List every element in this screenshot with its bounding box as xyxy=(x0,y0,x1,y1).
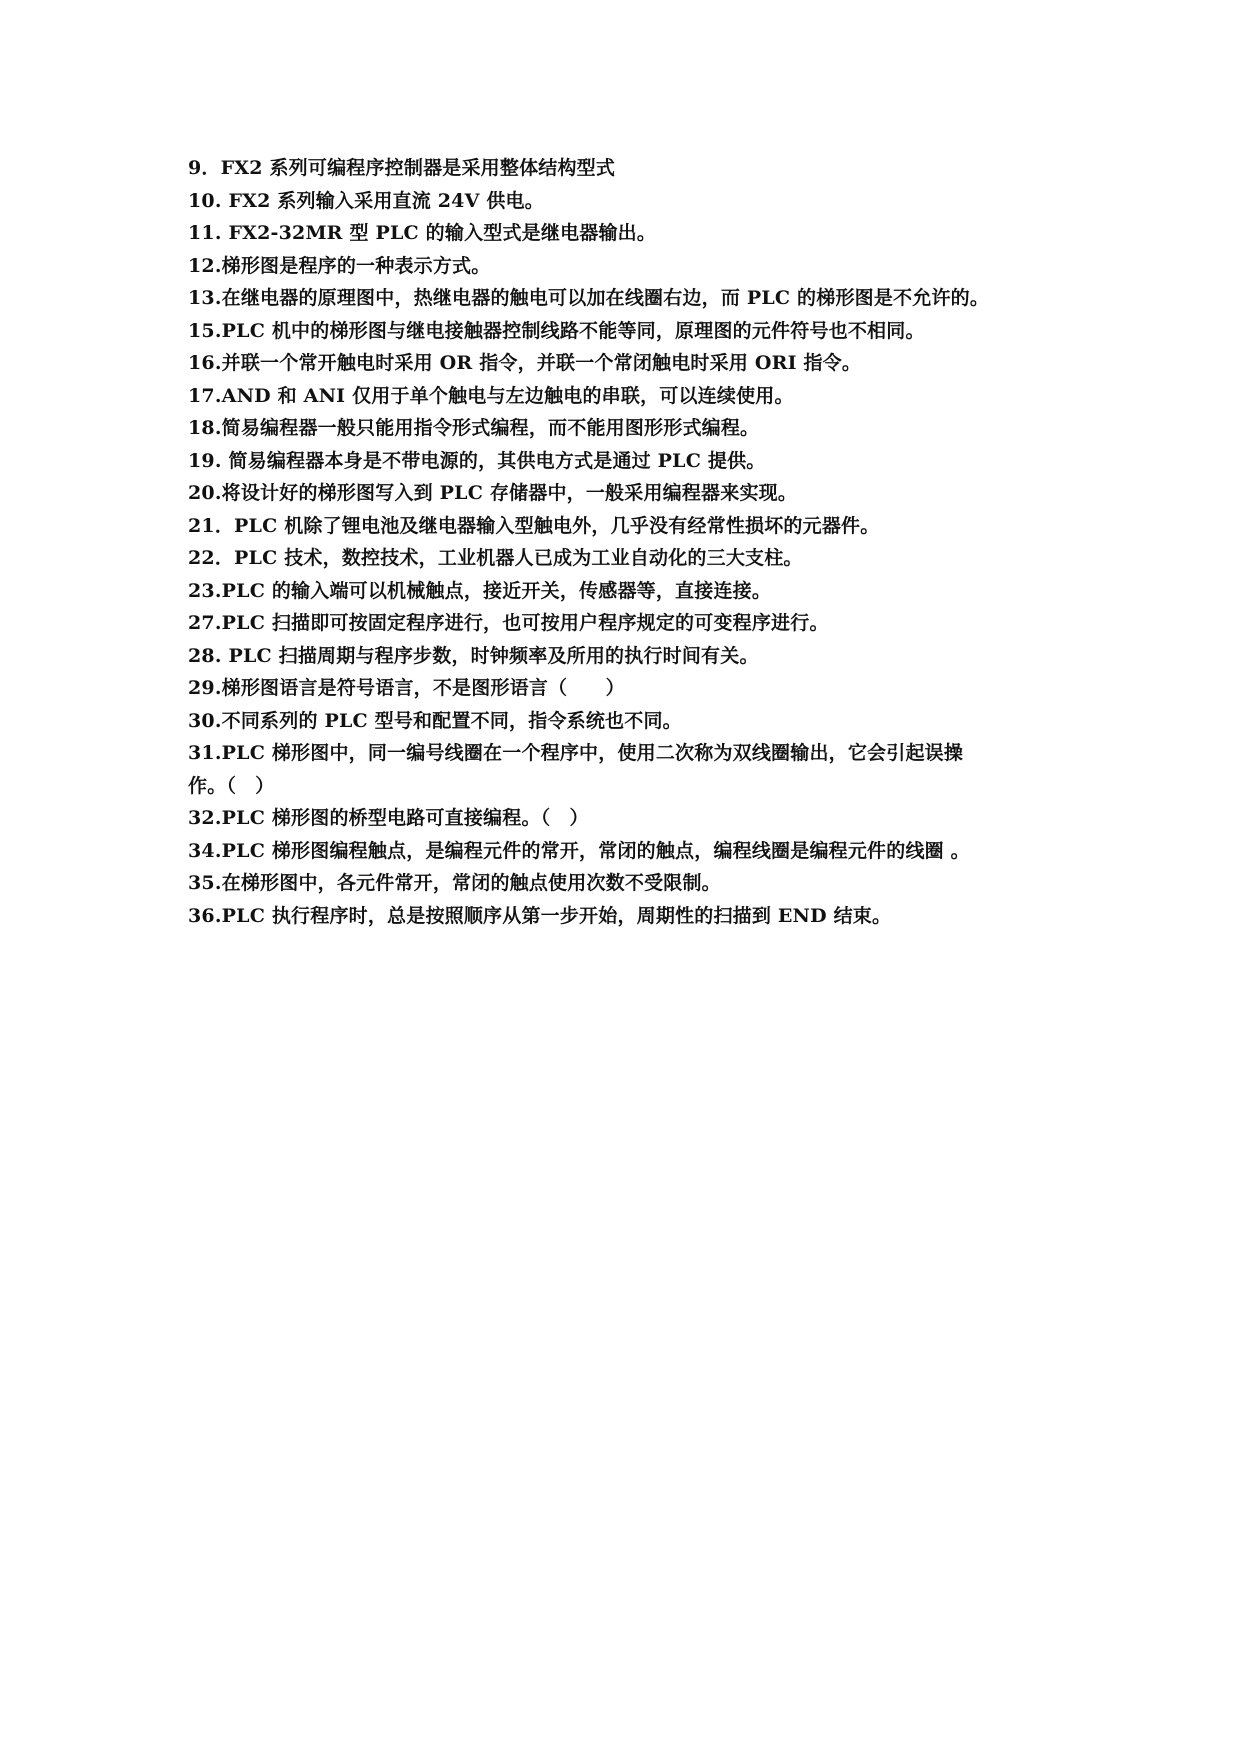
text-line: 17.AND 和 ANI 仅用于单个触电与左边触电的串联，可以连续使用。 xyxy=(188,384,794,407)
text-line: 9．FX2 系列可编程序控制器是采用整体结构型式 xyxy=(188,157,616,179)
text-line: 作。（ ） xyxy=(188,774,275,797)
text-line: 34.PLC 梯形图编程触点，是编程元件的常开，常闭的触点，编程线圈是编程元件的线圈 。 xyxy=(188,839,970,862)
text-line: 11. FX2-32MR 型 PLC 的输入型式是继电器输出。 xyxy=(188,222,657,244)
document-body xyxy=(188,152,1068,932)
text-line: 30.不同系列的 PLC 型号和配置不同，指令系统也不同。 xyxy=(188,709,682,732)
text-line: 36.PLC 执行程序时，总是按照顺序从第一步开始，周期性的扫描到 END 结束。 xyxy=(188,904,892,927)
text-line: 15.PLC 机中的梯形图与继电接触器控制线路不能等同，原理图的元件符号也不相同。 xyxy=(188,319,925,342)
text-line: 27.PLC 扫描即可按固定程序进行，也可按用户程序规定的可变程序进行。 xyxy=(188,612,829,634)
text-line: 16.并联一个常开触电时采用 OR 指令，并联一个常闭触电时采用 ORI 指令。 xyxy=(188,352,862,374)
text-line: 23.PLC 的输入端可以机械触点，接近开关，传感器等，直接连接。 xyxy=(188,579,772,602)
text-line: 31.PLC 梯形图中，同一编号线圈在一个程序中，使用二次称为双线圈输出，它会引起误操 xyxy=(188,742,964,764)
text-line: 22．PLC 技术，数控技术，工业机器人已成为工业自动化的三大支柱。 xyxy=(188,547,803,569)
text-line: 18.简易编程器一般只能用指令形式编程，而不能用图形形式编程。 xyxy=(188,417,760,439)
text-line: 32.PLC 梯形图的桥型电路可直接编程。（ ） xyxy=(188,807,589,829)
text-line: 20.将设计好的梯形图写入到 PLC 存储器中，一般采用编程器来实现。 xyxy=(188,482,798,504)
text-line: 19. 简易编程器本身是不带电源的，其供电方式是通过 PLC 提供。 xyxy=(188,449,766,472)
text-line: 10. FX2 系列输入采用直流 24V 供电。 xyxy=(188,189,544,212)
text-line: 35.在梯形图中，各元件常开，常闭的触点使用次数不受限制。 xyxy=(188,872,721,894)
text-line: 13.在继电器的原理图中，热继电器的触电可以加在线圈右边，而 PLC 的梯形图是不允许的。 xyxy=(188,287,990,309)
text-line: 21．PLC 机除了锂电池及继电器输入型触电外，几乎没有经常性损坏的元器件。 xyxy=(188,514,880,537)
text-line: 12.梯形图是程序的一种表示方式。 xyxy=(188,254,491,277)
text-line: 29.梯形图语言是符号语言，不是图形语言（ ） xyxy=(188,677,625,699)
text-line: 28. PLC 扫描周期与程序步数，时钟频率及所用的执行时间有关。 xyxy=(188,644,759,667)
